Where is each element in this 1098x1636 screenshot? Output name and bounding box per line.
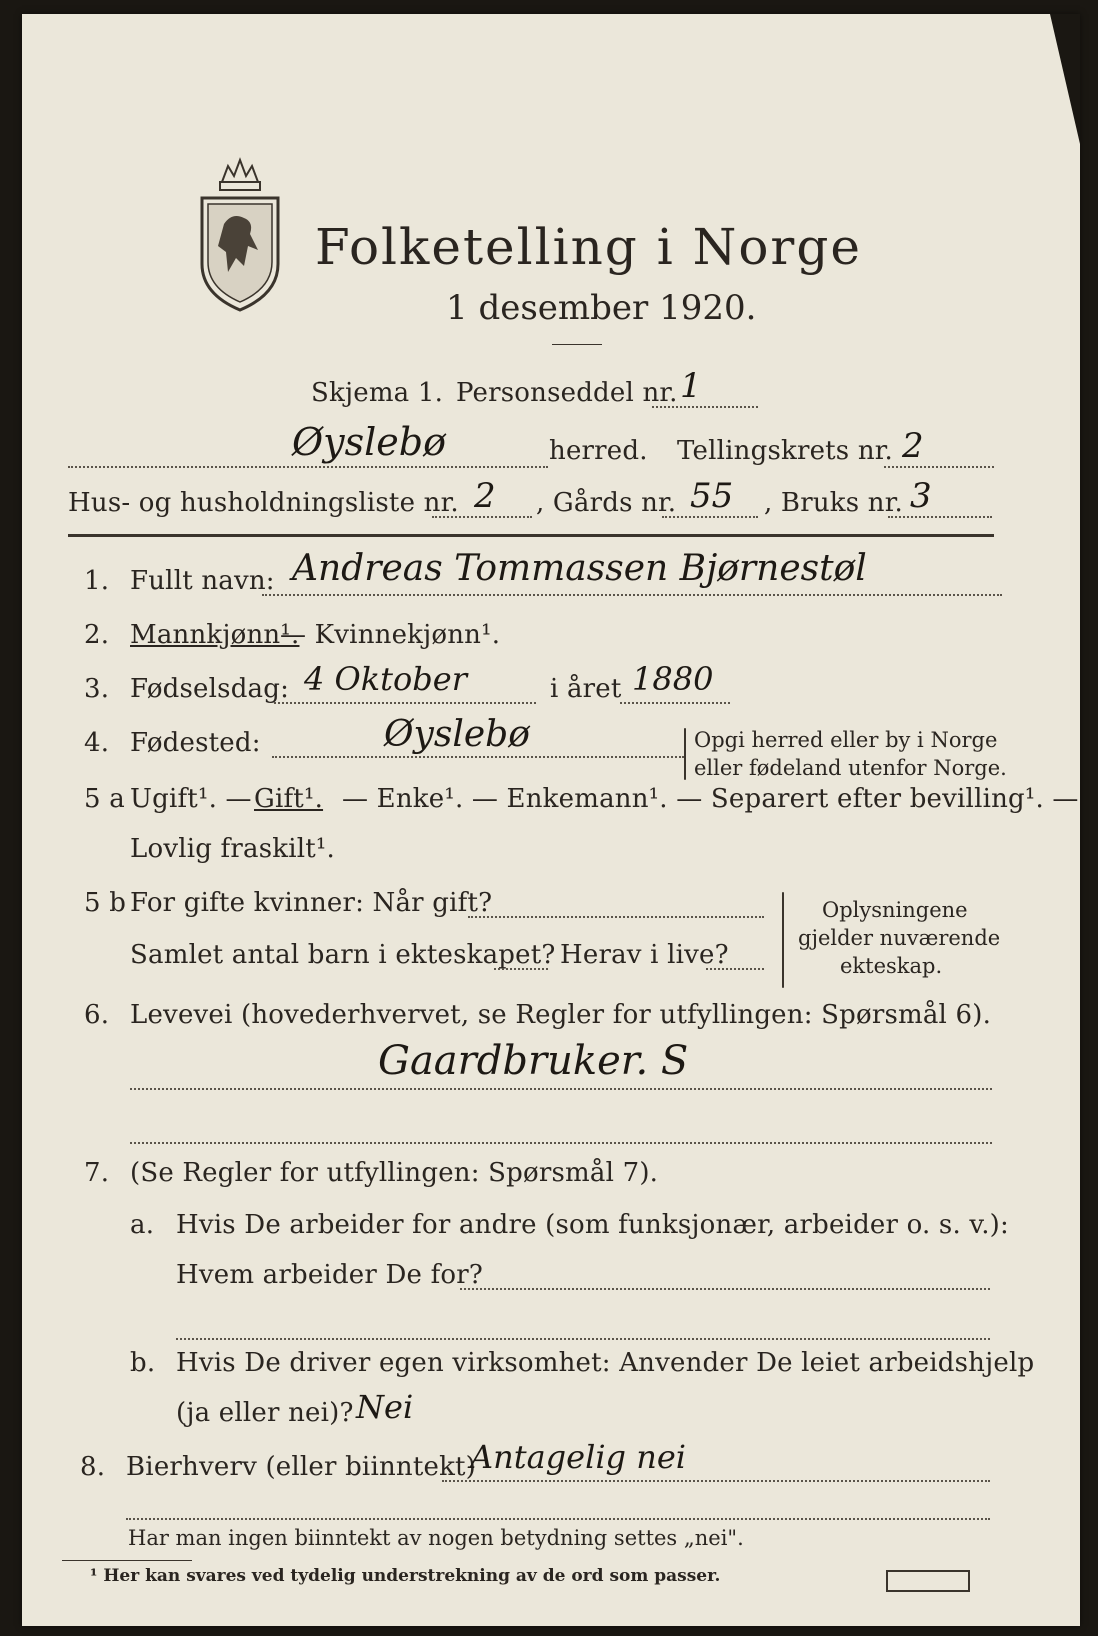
q4-label: Fødested: [130, 728, 261, 758]
folded-corner [1050, 14, 1080, 144]
q5a-ugift: Ugift¹. — [130, 784, 252, 814]
q6-label: Levevei (hovederhvervet, se Regler for utfyllingen: Spørsmål 6). [130, 1000, 992, 1030]
q7b-question: Hvis De driver egen virksomhet: Anvender De leiet arbeidshjelp [176, 1348, 1035, 1378]
q8-number: 8. [80, 1452, 106, 1482]
bruks-value: 3 [910, 476, 932, 516]
q1-value: Andreas Tommassen Bjørnestøl [292, 548, 867, 589]
q4-number: 4. [84, 728, 110, 758]
q5b-ilive-line [706, 968, 764, 970]
q3-day-line [274, 702, 536, 704]
q4-brace [684, 728, 686, 780]
q4-value: Øyslebø [384, 714, 530, 755]
tellingskrets-line [884, 466, 994, 468]
q7a-question: Hvis De arbeider for andre (som funksjonær, arbeider o. s. v.): [176, 1210, 1009, 1240]
q1-line [262, 594, 1002, 596]
q1-number: 1. [84, 566, 110, 596]
personseddel-label: Personseddel nr. [456, 378, 678, 408]
q5b-note-2: gjelder nuværende [798, 926, 1001, 950]
herred-line [68, 466, 548, 468]
q8-label: Bierhverv (eller biinntekt) [126, 1452, 477, 1482]
q3-number: 3. [84, 674, 110, 704]
census-form [22, 14, 1080, 1626]
q8-line-2 [126, 1518, 990, 1520]
q7b-value: Nei [356, 1388, 414, 1426]
herred-value: Øyslebø [292, 420, 446, 464]
q7a-line-1 [460, 1288, 990, 1290]
gards-label: , Gårds nr. [536, 488, 677, 518]
q7b-janei: (ja eller nei)? [176, 1398, 354, 1428]
q3-year-line [620, 702, 730, 704]
tellingskrets-value: 2 [902, 426, 924, 466]
q8-value: Antagelig nei [470, 1438, 686, 1476]
q1-label: Fullt navn: [130, 566, 275, 596]
q5b-number: 5 b [84, 888, 127, 918]
personseddel-value: 1 [680, 366, 702, 406]
q5b-brace [782, 892, 784, 988]
q2-mann: Mannkjønn¹. [130, 620, 300, 650]
q5a-fraskilt: Lovlig fraskilt¹. [130, 834, 335, 864]
q5b-note-3: ekteskap. [840, 954, 943, 978]
bruks-label: , Bruks nr. [764, 488, 903, 518]
q5a-rest: — Enke¹. — Enkemann¹. — Separert efter bevilling¹. — [342, 784, 1079, 814]
title-divider [552, 344, 602, 345]
q6-number: 6. [84, 1000, 110, 1030]
q7-label: (Se Regler for utfyllingen: Spørsmål 7). [130, 1158, 659, 1188]
q3-year-label: i året [550, 674, 622, 704]
q6-line-2 [130, 1142, 992, 1144]
q7b-letter: b. [130, 1348, 156, 1378]
form-date: 1 desember 1920. [446, 288, 757, 328]
q5b-barn-line [494, 968, 548, 970]
q2-number: 2. [84, 620, 110, 650]
bruks-line [888, 516, 992, 518]
q5b-naar-gift: For gifte kvinner: Når gift? [130, 888, 493, 918]
q4-line [272, 756, 684, 758]
herred-label: herred. [549, 436, 648, 466]
q3-day-value: 4 Oktober [304, 660, 467, 698]
q8-note: Har man ingen biinntekt av nogen betydning settes „nei". [128, 1526, 744, 1550]
q5b-naar-gift-line [468, 916, 764, 918]
q5a-number: 5 a [84, 784, 125, 814]
norway-coat-of-arms-icon [192, 154, 288, 314]
q4-note-1: Opgi herred eller by i Norge [694, 728, 998, 752]
q7a-hvem: Hvem arbeider De for? [176, 1260, 484, 1290]
q7-number: 7. [84, 1158, 110, 1188]
q7a-line-2 [176, 1338, 990, 1340]
form-title: Folketelling i Norge [315, 218, 862, 276]
q3-label: Fødselsdag: [130, 674, 290, 704]
husliste-line [432, 516, 532, 518]
printer-stamp [886, 1570, 970, 1592]
q6-value: Gaardbruker. S [378, 1038, 689, 1084]
tellingskrets-label: Tellingskrets nr. [677, 436, 893, 466]
footnote: ¹ Her kan svares ved tydelig understrekning av de ord som passer. [90, 1566, 721, 1586]
q5b-ilive: Herav i live? [560, 940, 729, 970]
gards-value: 55 [690, 476, 734, 516]
q8-line-1 [442, 1480, 990, 1482]
q5b-note-1: Oplysningene [822, 898, 968, 922]
husliste-value: 2 [474, 476, 496, 516]
q4-note-2: eller fødeland utenfor Norge. [694, 756, 1007, 780]
skjema-label: Skjema 1. [311, 378, 444, 408]
footnote-divider [62, 1560, 192, 1561]
q5b-barn: Samlet antal barn i ekteskapet? [130, 940, 556, 970]
gards-line [662, 516, 758, 518]
q6-line-1 [130, 1088, 992, 1090]
husliste-label: Hus- og husholdningsliste nr. [68, 488, 459, 518]
q5a-gift: Gift¹. [254, 784, 324, 814]
header-divider [68, 534, 994, 537]
q2-kvinne: — Kvinnekjønn¹. [280, 620, 501, 650]
q3-year-value: 1880 [632, 660, 714, 698]
personseddel-line [652, 406, 758, 408]
q7a-letter: a. [130, 1210, 155, 1240]
